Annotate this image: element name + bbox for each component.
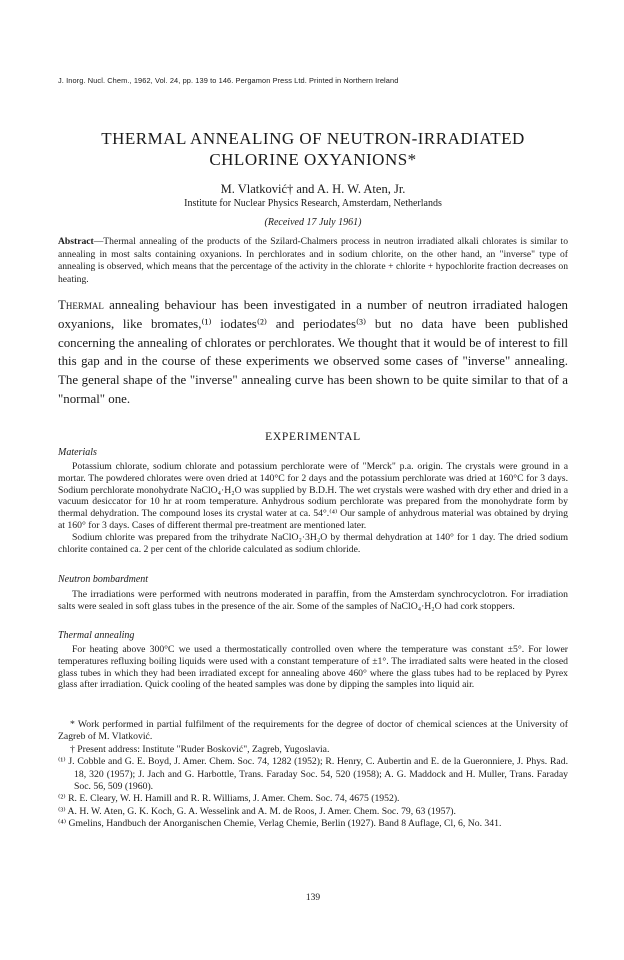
intro-lead: Thermal (58, 298, 104, 312)
reference-2: ⁽²⁾ R. E. Cleary, W. H. Hamill and R. R. Williams, J. Amer. Chem. Soc. 74, 4675 (1952). (58, 793, 400, 805)
title-line-2: CHLORINE OXYANIONS* (209, 150, 417, 169)
subheading-neutron-bombardment: Neutron bombardment (58, 574, 149, 585)
journal-header: J. Inorg. Nucl. Chem., 1962, Vol. 24, pp. 139 to 146. Pergamon Press Ltd. Printed in Northern Ireland (58, 76, 399, 85)
received-date: (Received 17 July 1961) (264, 217, 362, 228)
footnote-dagger: † Present address: Institute "Ruder Bosković", Zagreb, Yugoslavia. (70, 743, 330, 755)
thermal-paragraph-text: For heating above 300°C we used a thermostatically controlled oven where the temperature was constant ±5°. For lower temperatures refluxing boiling liquids were used with a constant temperature of ±1°. The irradiated salts were heated in the closed glass tubes in which they had been irradiated except for annealing above 460° where the glass tubes had to be replaced by Pyrex glass after irradiation. Quick cooling of the heated samples was done by dipping the samples into liquid air. (58, 644, 568, 691)
neutron-paragraph-text: The irradiations were performed with neutrons moderated in paraffin, from the Amsterdam synchrocyclotron. For irradiation salts were sealed in soft glass tubes in the presence of the air. Some of the samples of NaClO₄·H₂O had cork stoppers. (58, 589, 568, 612)
paper-title (58, 128, 568, 170)
reference-4: ⁽⁴⁾ Gmelins, Handbuch der Anorganischen Chemie, Verlag Chemie, Berlin (1927). Band 8 Auflage, Cl, 6, No. 341. (58, 818, 502, 830)
title-line-1: THERMAL ANNEALING OF NEUTRON-IRRADIATED (101, 129, 525, 148)
footnotes (58, 719, 568, 831)
page-number: 139 (305, 893, 321, 903)
abstract-text: —Thermal annealing of the products of the Szilard-Chalmers process in neutron irradiated alkali chlorates is similar to annealing in most salts containing oxyanions. In perchlorates and in sodium chlorite, on the other hand, an "inverse" type of annealing is observed, which means that the percentage of the activity in the chlorate + chlorite + hypochlorite fraction decreases on heating. (58, 236, 568, 285)
reference-3: ⁽³⁾ A. H. W. Aten, G. K. Koch, G. A. Wesselink and A. M. de Roos, J. Amer. Chem. Soc. 79, 63 (1957). (58, 805, 456, 817)
abstract-label: Abstract (58, 236, 94, 247)
reference-1: ⁽¹⁾ J. Cobble and G. E. Boyd, J. Amer. Chem. Soc. 74, 1282 (1952); R. Henry, C. Aubertin and E. de la Gueronniere, J. Phys. Rad. 18, 320 (1957); J. Jach and G. Harbottle, Trans. Faraday Soc. 54, 520 (1958); A. G. Maddock and H. Muller, Trans. Faraday Soc. 56, 509 (1960). (58, 756, 568, 793)
footnote-star: * Work performed in partial fulfilment of the requirements for the degree of doctor of chemical sciences at the University of Zagreb of M. Vlatković. (58, 719, 568, 743)
neutron-paragraph (58, 589, 568, 613)
abstract (58, 236, 568, 286)
introduction (58, 296, 568, 409)
authors: M. Vlatković† and A. H. W. Aten, Jr. (220, 182, 406, 196)
materials-section (58, 461, 568, 555)
section-heading-experimental: EXPERIMENTAL (265, 431, 361, 443)
subheading-materials: Materials (58, 447, 97, 458)
institute: Institute for Nuclear Physics Research, Amsterdam, Netherlands (184, 198, 442, 209)
subheading-thermal-annealing: Thermal annealing (58, 630, 135, 641)
thermal-paragraph (58, 644, 568, 691)
materials-paragraph-2: Sodium chlorite was prepared from the trihydrate NaClO₂·3H₂O by thermal dehydration at 140° for 1 day. The dried sodium chlorite contained ca. 2 per cent of the chloride calculated as sodium chloride. (58, 531, 568, 555)
materials-paragraph-1: Potassium chlorate, sodium chlorate and potassium perchlorate were of "Merck" p.a. origin. The crystals were ground in a mortar. The powdered chlorates were oven dried at 140°C for 2 days and the potassium perchlorate was dried at 160°C for 3 days. Sodium perchlorate monohydrate NaClO₄·H₂O was supplied by B.D.H. The wet crystals were washed with dry ether and dried in a vacuum desiccator for 10 hr at room temperature. Anhydrous sodium perchlorate was prepared from the monohydrate form by thermal dehydration. The compound loses its crystal water at ca. 54°.⁽⁴⁾ Our sample of anhydrous material was obtained by drying at 160° for 3 days. Cases of different thermal pre-treatment are mentioned later. (58, 461, 568, 531)
intro-text: annealing behaviour has been investigated in a number of neutron irradiated halogen oxyanions, like bromates,⁽¹⁾ iodates⁽²⁾ and periodates⁽³⁾ but no data have been published concerning the annealing of chlorates or perchlorates. We thought that it would be of interest to fill this gap and in the course of these experiments we observed some cases of "inverse" annealing. The general shape of the "inverse" annealing curve has been shown to be quite similar to that of a "normal" one. (58, 298, 568, 406)
